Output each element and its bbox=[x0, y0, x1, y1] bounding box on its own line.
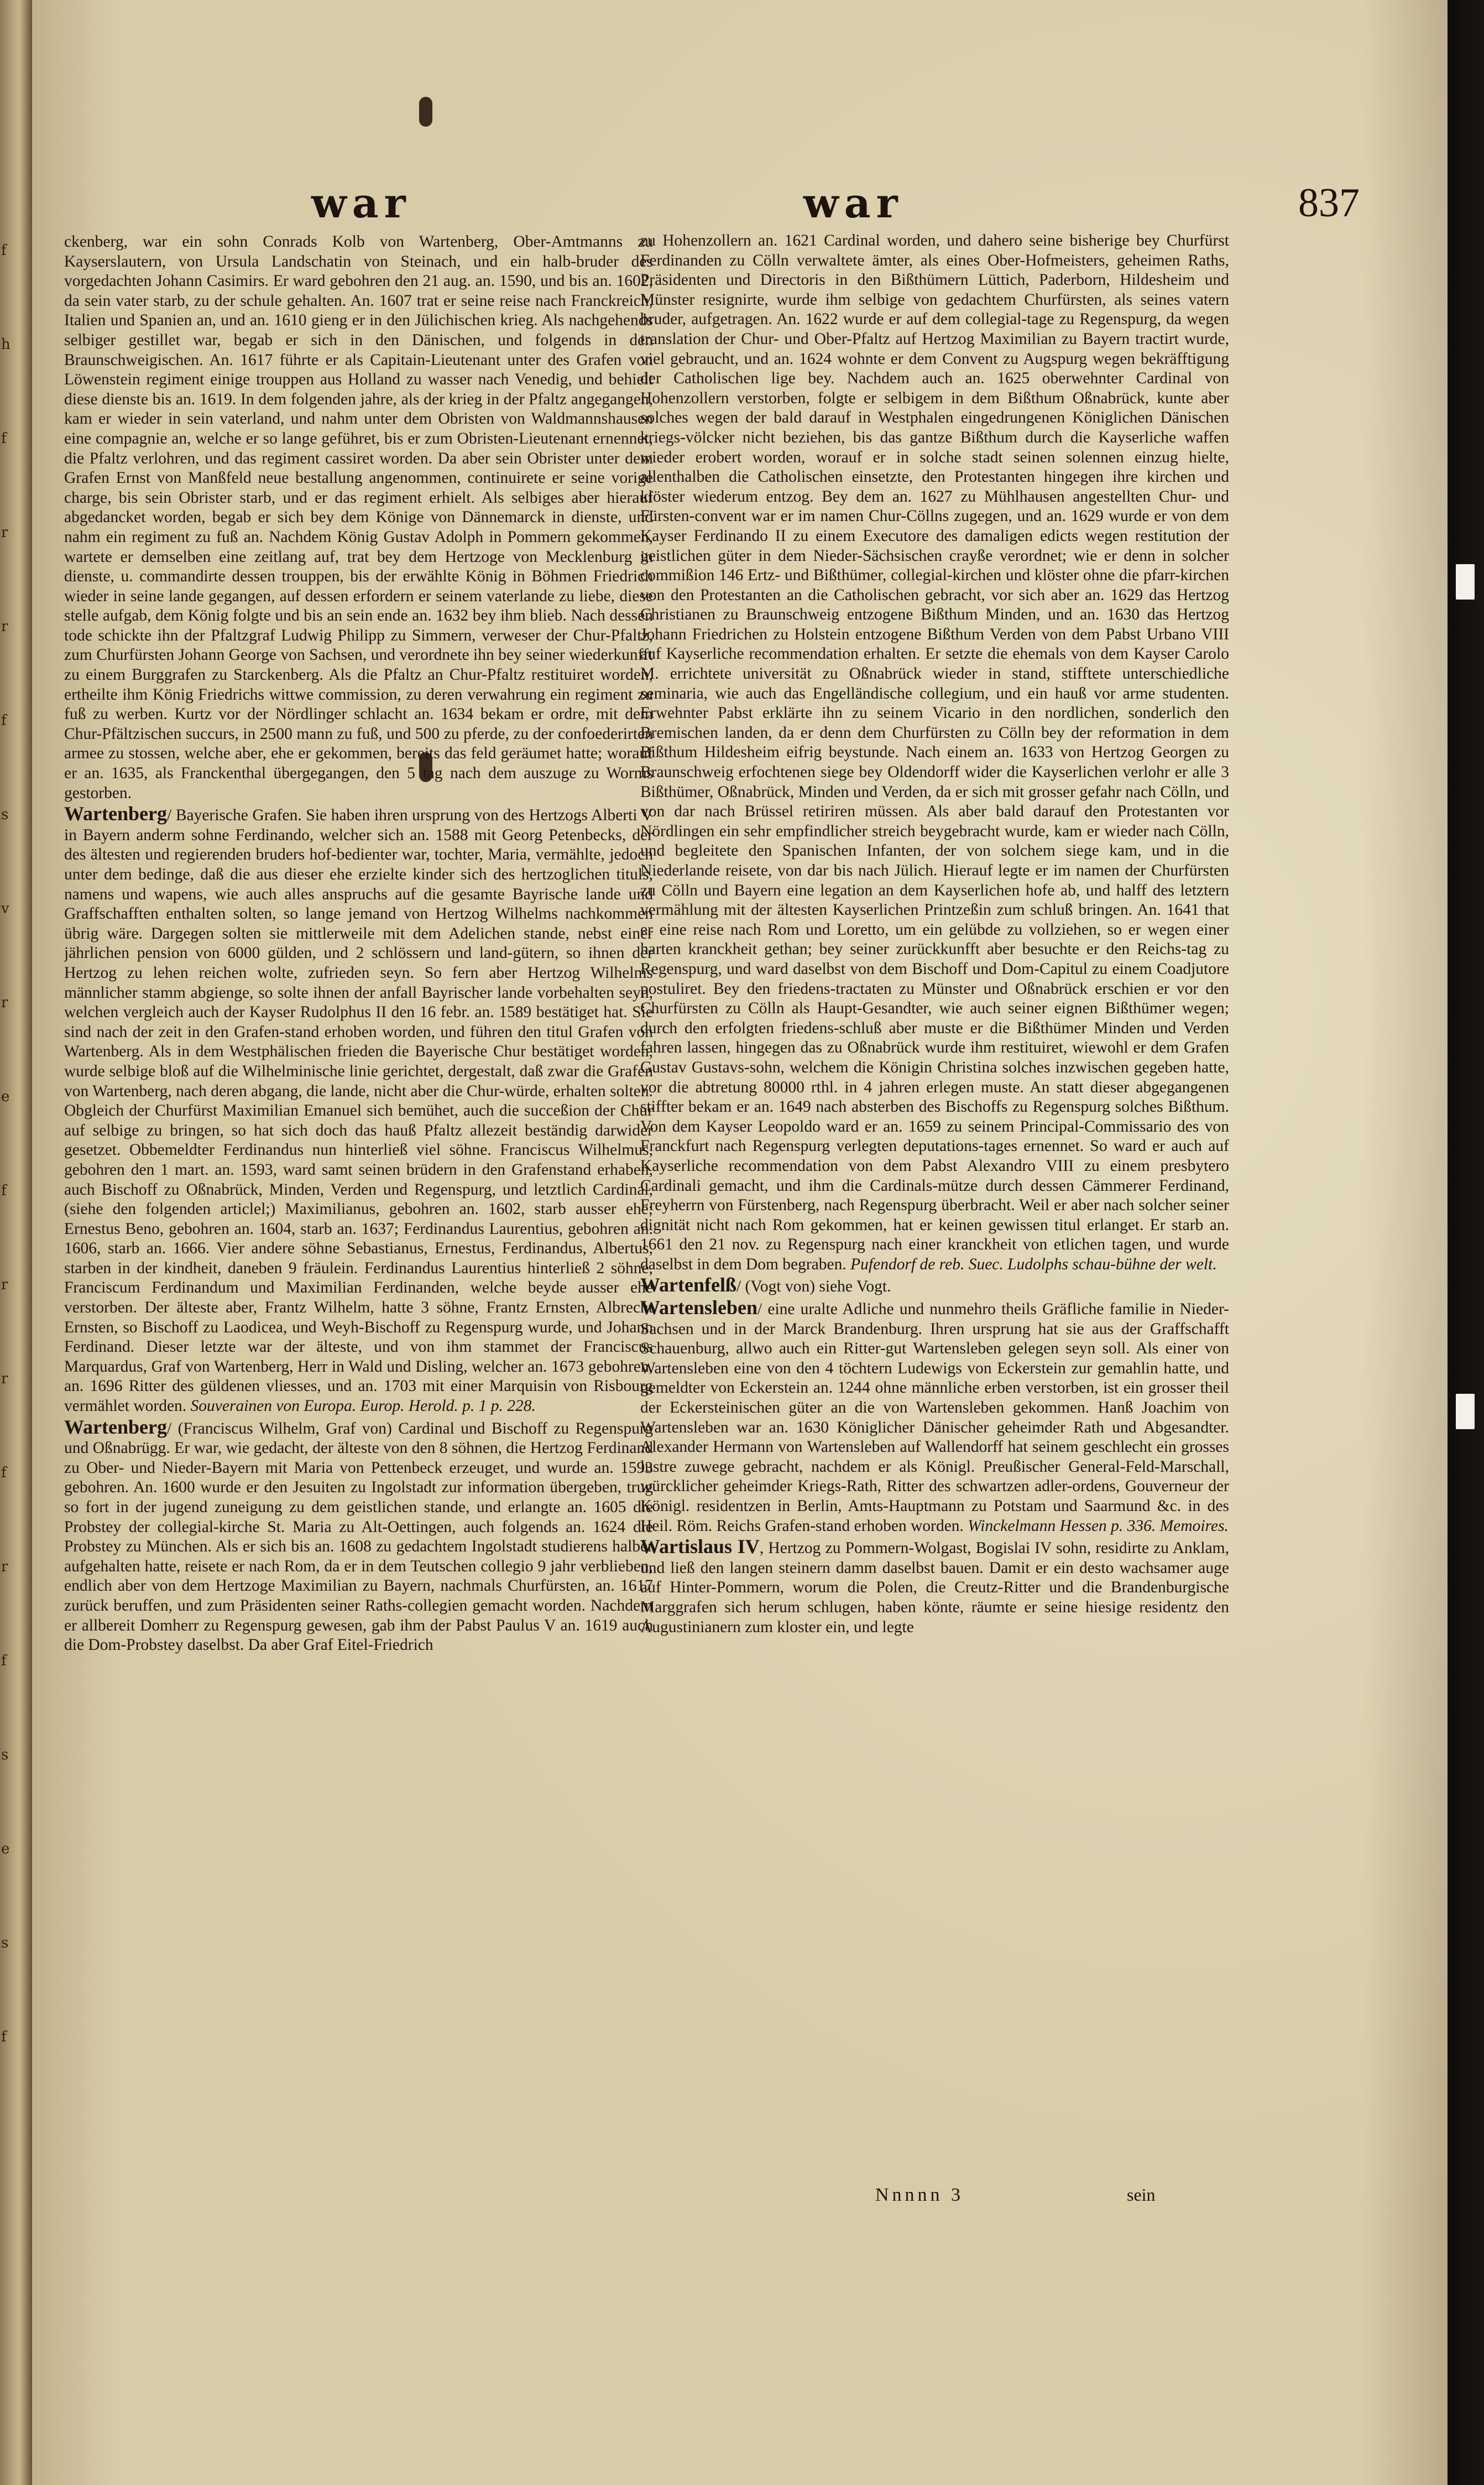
margin-fragment: r bbox=[1, 524, 8, 541]
entry-paragraph bbox=[64, 232, 653, 803]
page-marker-tab bbox=[1456, 564, 1475, 600]
margin-fragment: f bbox=[1, 2029, 7, 2045]
entry-paragraph bbox=[640, 231, 1229, 1274]
catchword: sein bbox=[1127, 2185, 1156, 2205]
printer-signature: Nnnnn 3 bbox=[875, 2185, 964, 2205]
margin-fragment: f bbox=[1, 1465, 7, 1481]
entry-text: , Hertzog zu Pommern-Wolgast, Bogislai IV sohn, residirte zu Anklam, und ließ den langen steinern damm daselbst bauen. Damit er ein desto wachsamer auge auf Hinter-Pommern, worum die Polen, die Creutz-Ritter und die Brandenburgische Marggrafen sich herum schlugen, haben könte, räumte er seine hiesige residentz den Augustinianern zum kloster ein, und legte bbox=[640, 1539, 1229, 1636]
entry-text: / eine uralte Adliche und nunmehro theils Gräfliche familie in Nieder-Sachsen und in der Marck Brandenburg. Ihren ursprung hat sie aus der Graffschafft Schauenburg, allwo auch ein Ritter-gut Wartensleben gelegen seyn soll. Als einer von Wartensleben eine von den 4 töchtern Ludewigs von Eckerstein zur gemahlin hatte, und gemeldter von Eckerstein an. 1244 ohne männliche erben verstorben, ist ein grosser theil der Eckersteinischen güter an die von Wartensleben gekommen. Hanß Joachim von Wartensleben war an. 1630 Königlicher Dänischer geheimder Rath und Abgesandter. Alexander Hermann von Wartensleben auf Wallendorff hat seinem geschlecht ein grosses lustre zuwege gebracht, nachdem er als Königl. Preußischer General-Feld-Marschall, würcklicher geheimder Kriegs-Rath, Ritter des schwartzen adler-ordens, Gouverneur der Königl. residentzen in Berlin, Amts-Hauptmann zu Potstam und Saarmund &c. in des Heil. Röm. Reichs Grafen-stand erhoben worden. bbox=[640, 1300, 1229, 1535]
entry-source: Pufendorf de reb. Suec. Ludolphs schau-bühne der welt. bbox=[850, 1255, 1217, 1273]
scan-background bbox=[1448, 0, 1484, 2485]
page-number: 837 bbox=[1298, 180, 1360, 226]
entry-lemma: Wartenfelß bbox=[640, 1274, 736, 1296]
adjacent-page-edge bbox=[0, 0, 32, 2485]
margin-fragment: v bbox=[1, 900, 9, 917]
margin-fragment: r bbox=[1, 618, 8, 635]
entry-paragraph bbox=[640, 1275, 1229, 1297]
left-column bbox=[64, 232, 653, 2179]
margin-fragment: s bbox=[1, 1747, 9, 1763]
entry-lemma: Wartenberg bbox=[64, 803, 167, 825]
margin-fragment: r bbox=[1, 1559, 8, 1575]
margin-fragment: s bbox=[1, 806, 9, 823]
entry-source: Winckelmann Hessen p. 336. Memoires. bbox=[968, 1517, 1229, 1535]
entry-paragraph bbox=[64, 1415, 653, 1655]
entry-paragraph bbox=[640, 1537, 1229, 1637]
entry-text: / Bayerische Grafen. Sie haben ihren ursprung von des Hertzogs Alberti V in Bayern anderm sohne Ferdinando, welcher sich an. 1588 mit Georg Petenbecks, der des ältesten und regierenden bruders hof-bedienter war, tochter, Maria, vermählte, jedoch unter dem bedinge, daß die aus dieser ehe erzielte kinder sich des hertzoglichen tituls, namens und wapens, wie auch alles anspruchs auf die gesamte Bayrische lande und Graffschafften enthalten solten, so lange jemand von Hertzog Wilhelms nachkommen übrig wäre. Dargegen solten sie mittlerweile mit dem Adelichen stande, nebst einer jährlichen pension von 6000 gülden, und 2 schlössern und land-gütern, so ihnen der Hertzog zu lehen reichen wolte, zufrieden seyn. So fern aber Hertzog Wilhelms männlicher stamm abgienge, so solte ihnen der anfall Bayrischer lande vorbehalten seyn, welchen vergleich auch der Kayser Rudolphus II den 16 febr. an. 1589 bestätiget hat. Sie sind nach der zeit in den Grafen-stand erhoben worden, und führen den titul Grafen von Wartenberg. Als in dem Westphälischen frieden die Bayerische Chur bestätiget worden, wurde selbige bloß auf die Wilhelminische linie gerichtet, dergestalt, daß zwar die Grafen von Wartenberg, nach deren abgang, die lande, nicht aber die Chur-würde, erhalten solten. Obgleich der Churfürst Maximilian Emanuel sich bemühet, auch die succeßion der Chur auf selbige zu bringen, so hat sich doch das hauß Pfaltz allezeit beständig darwider gesetzet. Obbemeldter Ferdinandus nun hinterließ viel söhne. Franciscus Wilhelmus, gebohren den 1 mart. an. 1593, ward samt seinen brüdern in den Grafenstand erhaben, auch Bischoff zu Oßnabrück, Minden, Verden und Regenspurg, und letztlich Cardinal, (siehe den folgenden articlel;) Maximilianus, gebohren an. 1602, starb ausser ehe; Ernestus Beno, gebohren an. 1604, starb an. 1637; Ferdinandus Laurentius, gebohren an. 1606, starb an. 1666. Vier andere söhne Sebastianus, Ernestus, Ferdinandus, Albertus, starben in der kindheit, daneben 9 fräulein. Ferdinandus Laurentius hinterließ 2 söhne, Franciscum Ferdinandum und Maximilian Ferdinanden, welche beyde ausser ehe verstorben. Der älteste aber, Frantz Wilhelm, hatte 3 söhne, Frantz Ernsten, Albrecht Ernsten, so Bischoff zu Laodicea, und Weyh-Bischoff zu Regenspurg wurde, und Johann Ferdinand. Dieser letzte war der älteste, und von ihm stammet der Franciscus Marquardus, Graf von Wartenberg, Herr in Wald und Disling, welcher an. 1673 gebohren, an. 1696 Ritter des güldenen vliesses, und an. 1703 mit einer Marquisin von Risbourg vermählet worden. bbox=[64, 806, 653, 1415]
entry-source: Souverainen von Europa. Europ. Herold. p. 1 p. 228. bbox=[190, 1397, 536, 1415]
entry-text: / (Vogt von) siehe Vogt. bbox=[736, 1278, 891, 1296]
margin-fragment: r bbox=[1, 1371, 8, 1387]
margin-fragment: h bbox=[1, 336, 11, 353]
entry-text: ckenberg, war ein sohn Conrads Kolb von Wartenberg, Ober-Amtmanns zu Kayserslautern, von Ursula Landschatin von Steinach, und ein halb-bruder des vorgedachten Johann Casimirs. Er ward gebohren den 21 aug. an. 1590, und bis an. 1602, da sein vater starb, zu der schule gehalten. An. 1607 trat er seine reise nach Franckreich, Italien und Spanien an, und an. 1610 gieng er in den Jülichischen krieg. Als nachgehends selbiger gestillet war, begab er sich in den Dänischen, und folgends in den Braunschweigischen. An. 1617 führte er als Capitain-Lieutenant unter des Grafen von Löwenstein regiment einige trouppen aus Holland zu wasser nach Venedig, und behielt diese dienste bis an. 1619. In dem folgenden jahre, als der krieg in der Pfaltz angegangen, kam er wieder in sein vaterland, und nahm unter dem Obristen von Waldmannshausen eine compagnie an, welche er so lange geführet, bis er zum Obristen-Lieutenant ernennet, die Pfaltz verlohren, und das regiment cassiret worden. Da aber sein Obrister unter dem Grafen Ernst von Manßfeld neue bestallung angenommen, continuirete er seine vorige charge, bis sein Obrister starb, und er das regiment erhielt. Als selbiges aber hierauf abgedancket worden, begab er sich bey dem Könige von Dännemarck in dienste, und nahm ein regiment zu fuß an. Nachdem König Gustav Adolph in Pommern gekommen, wartete er demselben eine zeitlang auf, trat bey dem Hertzoge von Mecklenburg in dienste, u. commandirte dessen trouppen, bis der erwählte König in Böhmen Friedrich wieder in seine lande gegangen, auf dessen erfordern er seinem vaterlande zu liebe, diese stelle aufgab, dem König folgte und bis an sein ende an. 1632 bey ihm blieb. Nach dessen tode schickte ihn der Pfaltzgraf Ludwig Philipp zu Simmern, verweser der Chur-Pfaltz, zum Churfürsten Johann George von Sachsen, und verordnete ihn bey seiner wiederkunfft zu einem Burggrafen zu Starckenberg. Als die Pfaltz an Chur-Pfaltz restituiret worden, ertheilte ihm König Friedrichs wittwe commission, zu deren verwahrung ein regiment zu fuß zu werben. Kurtz vor der Nördlinger schlacht an. 1634 bekam er ordre, mit dem Chur-Pfältzischen succurs, in 2500 mann zu fuß, und 500 zu pferde, zu der confoederirten armee zu stossen, welche aber, ehe er gekommen, bereits das feld geräumet hatte; worauf er an. 1635, als Franckenthal übergegangen, den 5 tag nach dem auszuge zu Worms gestorben. bbox=[64, 233, 653, 802]
entry-paragraph bbox=[64, 804, 653, 1416]
margin-fragment: r bbox=[1, 994, 8, 1011]
entry-paragraph bbox=[640, 1298, 1229, 1536]
entry-text: zu Hohenzollern an. 1621 Cardinal worden, und dahero seine bisherige bey Churfürst Ferdinanden zu Cölln verwaltete ämter, als eines Ober-Hofmeisters, geheimen Raths, Präsidenten und Directoris in den Bißthümern Lüttich, Paderborn, Hildesheim und Münster resignirte, wurde ihm selbige von gedachtem Churfürsten, als seines vatern bruder, aufgetragen. An. 1622 wurde er auf dem collegial-tage zu Regenspurg, da wegen translation der Chur- und Ober-Pfaltz auf Hertzog Maximilian zu Bayern tractirt wurde, viel gebraucht, und an. 1624 wohnte er dem Convent zu Augspurg wegen bekräfftigung der Catholischen lige bey. Nachdem auch an. 1625 oberwehnter Cardinal von Hohenzollern verstorben, folgte er selbigem in dem Bißthum Oßnabrück, kunte aber solches wegen der bald darauf in Westphalen eingedrungenen Königlichen Dänischen kriegs-völcker nicht beziehen, bis das gantze Bißthum durch die Kayserliche waffen wieder erobert worden, worauf er in solche stadt seinen solennen einzug hielte, allenthalben die Catholischen einsetzte, den Protestanten hingegen ihre kirchen und klöster wiederum entzog. Bey dem an. 1627 zu Mühlhausen angestellten Chur- und Fürsten-convent war er im namen Chur-Cöllns zugegen, und an. 1629 wurde er von dem Kayser Ferdinando II zu einem Executore des damaligen edicts wegen restitution der geistlichen güter in dem Nieder-Sächsischen crayße verordnet; wie er denn in solcher commißion 146 Ertz- und Bißthümer, collegial-kirchen und klöster ohne die pfarr-kirchen von den Protestanten an die Catholischen gebracht, vor sich aber an. 1629 das Hertzog Christianen zu Braunschweig entzogene Bißthum Minden, und an. 1630 das Hertzog Johann Friedrichen zu Holstein entzogene Bißthum Verden von dem Pabst Urbano VIII auf Kayserliche recommendation erhalten. Er setzte die ehemals von dem Kayser Carolo M. errichtete universität zu Oßnabrück wieder in stand, stifftete unterschiedliche seminaria, wie auch das Engelländische collegium, und ein hauß vor arme studenten. Erwehnter Pabst erklärte ihn zu seinem Vicario in den nordlichen, sonderlich den Bremischen landen, da er denn dem Churfürsten zu Cölln bey der reformation in dem Bißthum Hildesheim eifrig beystunde. Nach einem an. 1633 von Hertzog Georgen zu Braunschweig erfochtenen siege bey Oldendorff wider die Kayserlichen verlohr er alle 3 Bißthümer, Oßnabrück, Minden und Verden, da er sich mit grosser gefahr nach Cölln, und von dar nach Brüssel retiriren müssen. Als aber bald darauf den Protestanten vor Nördlingen ein sehr empfindlicher streich beygebracht wurde, kam er wieder nach Cölln, und begleitete den Spanischen Infanten, der von solchem siege kam, und in die Niederlande reisete, von dar bis nach Jülich. Hierauf legte er im namen der Churfürsten zu Cölln und Bayern eine legation an dem Kayserlichen hofe ab, und halff des letztern vermählung mit der ältesten Kayserlichen Printzeßin zum schluß bringen. An. 1641 that er eine reise nach Rom und Loretto, um ein gelübde zu vollziehen, so er wegen einer harten kranckheit gethan; bey seiner zurückkunfft aber besuchte er den Reichs-tag zu Regenspurg, und ward daselbst von dem Bischoff und Dom-Capitul zu einem Coadjutore postuliret. Bey den friedens-tractaten zu Münster und Oßnabrück erschien er vor den Churfürsten zu Cölln als Haupt-Gesandter, wie auch seiner eignen Bißthümer wegen; durch den erfolgten friedens-schluß aber muste er die Bißthümer Minden und Verden fahren lassen, hingegen das zu Oßnabrück wurde ihm restituiret, wiewohl er dem Grafen Gustav Gustavs-sohn, welchem die Königin Christina solches inzwischen gegeben hatte, vor die abtretung 80000 rthl. in 4 jahren erlegen muste. An statt dieser abgegangenen stiffter bekam er an. 1649 nach absterben des Bischoffs zu Regenspurg solches Bißthum. Von dem Kayser Leopoldo ward er an. 1659 zu seinem Principal-Commissario des von Franckfurt nach Regenspurg verlegten deputations-tages ernennet. So ward er auch auf Kayserliche recommendation von dem Pabst Alexandro VIII zu einem presbytero Cardinali gemacht, und ihm die Cardinals-mütze durch dessen Cämmerer Ferdinand, Freyherrn von Fürstenberg, nach Regenspurg überbracht. Weil er aber nach solcher seiner dignität nicht nach Rom gekommen, hat er keinen gewissen titul erlanget. Er starb an. 1661 den 21 nov. zu Regenspurg nach einer kranckheit von etlichen tagen, und wurde daselbst in dem Dom begraben. bbox=[640, 232, 1229, 1273]
entry-lemma: Wartensleben bbox=[640, 1296, 757, 1319]
margin-fragment: s bbox=[1, 1935, 9, 1951]
margin-fragment: r bbox=[1, 1277, 8, 1293]
margin-fragment: f bbox=[1, 242, 7, 259]
margin-fragment: e bbox=[1, 1841, 10, 1857]
margin-fragment: e bbox=[1, 1088, 10, 1105]
entry-text: / (Franciscus Wilhelm, Graf von) Cardinal und Bischoff zu Regenspurg und Oßnabrügg. Er war, wie gedacht, der älteste von den 8 söhnen, die Hertzog Ferdinand zu Ober- und Nieder-Bayern mit Maria von Pettenbeck erzeuget, und wurde an. 1593 gebohren. An. 1600 wurde er den Jesuiten zu Ingolstadt zur information übergeben, trug so fort in der jugend zuneigung zu dem geistlichen stande, und erlangte an. 1605 die Probstey der collegial-kirche St. Maria zu Alt-Oettingen, auch folgends an. 1624 die Probstey zu München. Als er sich bis an. 1608 zu gedachtem Ingolstadt studierens halber aufgehalten hatte, reisete er nach Rom, da er in dem Teutschen collegio 9 jahr verblieben, endlich aber von dem Hertzoge Maximilian zu Bayern, nachmals Churfürsten, an. 1617 zurück beruffen, und zum Präsidenten seiner Raths-collegien gemacht worden. Nachdem er allbereit Domherr zu Regenspurg gewesen, gab ihm der Pabst Paulus V an. 1619 auch die Dom-Probstey daselbst. Da aber Graf Eitel-Friedrich bbox=[64, 1419, 653, 1654]
binding-hole bbox=[419, 97, 432, 127]
page-marker-tab bbox=[1456, 1394, 1475, 1429]
left-running-head: war bbox=[311, 180, 411, 227]
margin-fragment: f bbox=[1, 430, 7, 447]
entry-lemma: Wartislaus IV bbox=[640, 1535, 760, 1558]
book-page bbox=[32, 0, 1448, 2485]
right-running-head: war bbox=[803, 180, 903, 227]
margin-fragment: f bbox=[1, 1653, 7, 1669]
margin-fragment: f bbox=[1, 712, 7, 729]
entry-lemma: Wartenberg bbox=[64, 1415, 167, 1438]
margin-fragment: f bbox=[1, 1182, 7, 1199]
right-column bbox=[640, 231, 1229, 2178]
